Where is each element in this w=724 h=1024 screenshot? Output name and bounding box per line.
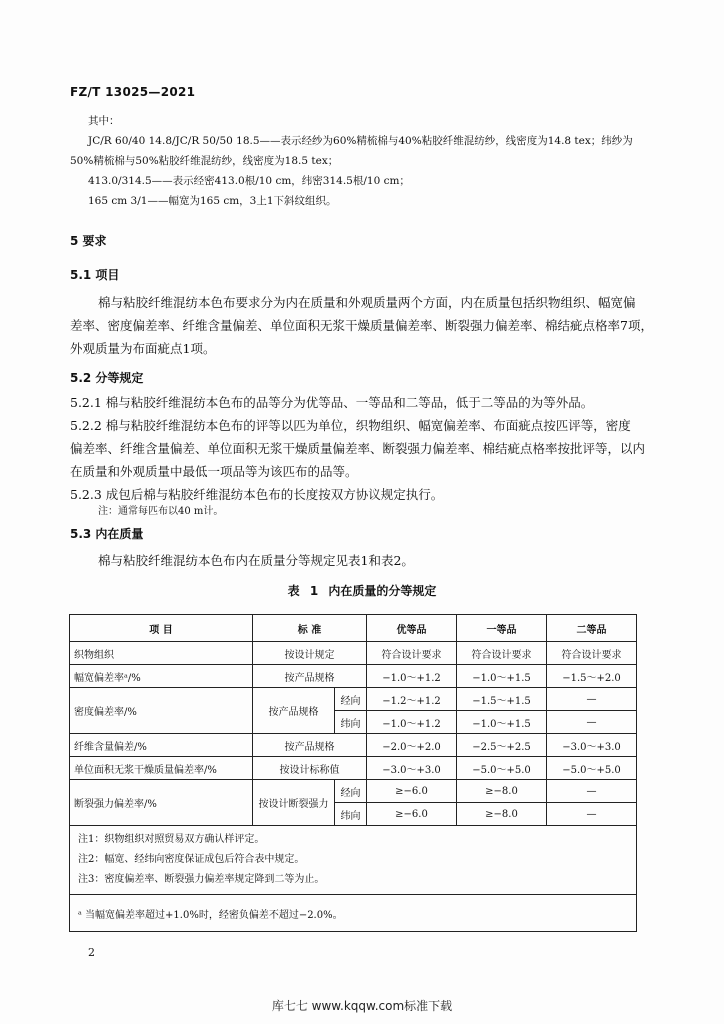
header-cell: 优等品 [367,615,457,642]
table-row [70,665,637,688]
intro-label: 其中： [88,115,120,127]
table-row [70,734,637,757]
table-note: 注3：密度偏差率、断裂强力偏差率规定降到二等为止。 [78,874,325,885]
value-cell: −1.2～+1.2 [367,688,457,711]
table-footnote-row [70,895,637,932]
intro-line: 50%精梳棉与50%粘胶纤维混纺纱，线密度为18.5 tex； [70,155,339,167]
direction-cell: 纬向 [335,803,367,826]
section-5-1-title: 5.1 项目 [70,268,120,282]
item-cell: 单位面积无浆干燥质量偏差率/% [70,757,253,780]
direction-cell: 纬向 [335,711,367,734]
paragraph-line: 差率、密度偏差率、纤维含量偏差、单位面积无浆干燥质量偏差率、断裂强力偏差率、棉结疵点格率7项， [70,318,653,333]
intro-line: JC/R 60/40 14.8/JC/R 50/50 18.5——表示经纱为60%精梳棉与40%粘胶纤维混纺纱，线密度为14.8 tex；纬纱为 [88,135,633,147]
standard-cell: 按产品规格 [253,688,335,734]
header-cell: 一等品 [457,615,547,642]
table-caption: 表 1 内在质量的分等规定 [287,584,437,598]
table-notes [70,826,637,895]
paragraph-line: 外观质量为布面疵点1项。 [70,341,216,356]
value-cell: −1.0～+1.5 [457,711,547,734]
value-cell: −1.5～+2.0 [547,665,637,688]
value-cell: −1.0～+1.2 [367,665,457,688]
value-cell: 符合设计要求 [367,642,457,665]
clause-5-2-3: 5.2.3 成包后棉与粘胶纤维混纺本色布的长度按双方协议规定执行。 [70,487,444,502]
table-row [70,688,637,711]
standard-cell: 按设计断裂强力 [253,780,335,826]
value-cell: −2.0～+2.0 [367,734,457,757]
header-cell: 标 准 [253,615,367,642]
value-cell: −1.5～+1.5 [457,688,547,711]
table-footnote: ᵃ 当幅宽偏差率超过+1.0%时，经密负偏差不超过−2.0%。 [70,895,637,932]
value-cell: −1.0～+1.2 [367,711,457,734]
table-note: 注2：幅宽、经纬向密度保证成包后符合表中规定。 [78,854,305,865]
item-cell: 幅宽偏差率ᵃ/% [70,665,253,688]
standard-cell: 按产品规格 [253,665,367,688]
table-notes-row [70,826,637,895]
direction-cell: 经向 [335,688,367,711]
item-cell: 密度偏差率/% [70,688,253,734]
section-5-3-title: 5.3 内在质量 [70,527,144,541]
standard-cell: 按设计标称值 [253,757,367,780]
standard-cell: 按设计规定 [253,642,367,665]
section-5-2-title: 5.2 分等规定 [70,371,144,385]
value-cell: −3.0～+3.0 [547,734,637,757]
value-cell: ≥−6.0 [367,803,457,826]
header-cell: 项 目 [70,615,253,642]
value-cell: — [547,803,637,826]
paragraph-line: 棉与粘胶纤维混纺本色布内在质量分等规定见表1和表2。 [98,553,414,568]
paragraph-line: 在质量和外观质量中最低一项品等为该匹布的品等。 [70,464,358,479]
clause-5-2-2: 5.2.2 棉与粘胶纤维混纺本色布的评等以匹为单位，织物组织、幅宽偏差率、布面疵点按匹评等，密度 [70,418,631,433]
value-cell: −3.0～+3.0 [367,757,457,780]
paragraph-line: 偏差率、纤维含量偏差、单位面积无浆干燥质量偏差率、断裂强力偏差率、棉结疵点格率按批评等，以内 [70,441,646,456]
value-cell: — [547,711,637,734]
value-cell: 符合设计要求 [457,642,547,665]
table-row [70,642,637,665]
item-cell: 断裂强力偏差率/% [70,780,253,826]
table-row [70,757,637,780]
standard-cell: 按产品规格 [253,734,367,757]
direction-cell: 经向 [335,780,367,803]
value-cell: — [547,688,637,711]
clause-5-2-1: 5.2.1 棉与粘胶纤维混纺本色布的品等分为优等品、一等品和二等品，低于二等品的为等外品。 [70,395,594,410]
table-note: 注1：织物组织对照贸易双方确认样评定。 [78,834,265,845]
item-cell: 纤维含量偏差/% [70,734,253,757]
value-cell: −5.0～+5.0 [457,757,547,780]
intro-line: 165 cm 3/1——幅宽为165 cm，3上1下斜纹组织。 [88,195,337,207]
header-cell: 二等品 [547,615,637,642]
value-cell: ≥−6.0 [367,780,457,803]
table-row [70,780,637,803]
paragraph-line: 棉与粘胶纤维混纺本色布要求分为内在质量和外观质量两个方面，内在质量包括织物组织、幅宽偏 [98,295,636,310]
page-number: 2 [88,946,95,959]
value-cell: — [547,780,637,803]
intro-line: 413.0/314.5——表示经密413.0根/10 cm，纬密314.5根/10 cm； [88,175,410,187]
value-cell: ≥−8.0 [457,803,547,826]
site-watermark: 库七七 www.kqqw.com标准下载 [271,999,453,1013]
standard-number: FZ/T 13025—2021 [70,85,196,99]
value-cell: −2.5～+2.5 [457,734,547,757]
item-cell: 织物组织 [70,642,253,665]
value-cell: −5.0～+5.0 [547,757,637,780]
clause-note: 注：通常每匹布以40 m计。 [98,506,224,517]
value-cell: 符合设计要求 [547,642,637,665]
value-cell: −1.0～+1.5 [457,665,547,688]
table-header-row [70,615,637,642]
value-cell: ≥−8.0 [457,780,547,803]
section-5-title: 5 要求 [70,234,107,248]
quality-grade-table [69,614,637,932]
